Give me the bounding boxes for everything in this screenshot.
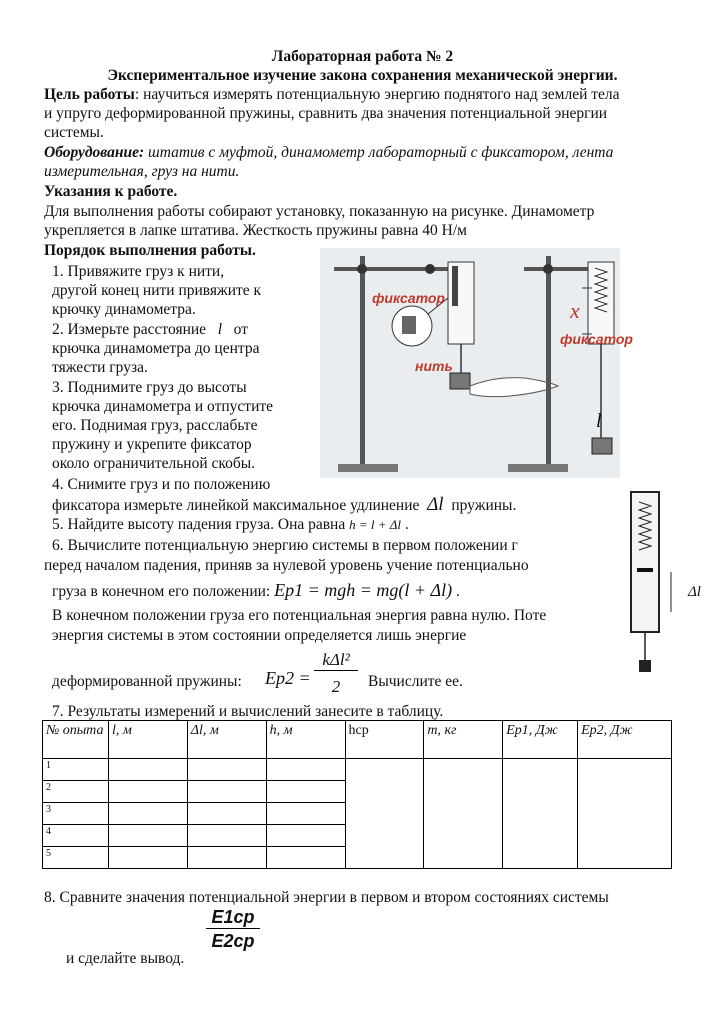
- equipment-line1: [44, 143, 613, 162]
- stand-base-1: [338, 464, 398, 472]
- para-line3b: Вычислите ее.: [368, 673, 463, 690]
- step6-line3: груза в конечном его положении: Ep1 = mgh = mg(l + Δl) .: [52, 580, 460, 600]
- side-dynamometer-body: [631, 492, 659, 632]
- dynamometer-1-spring: [452, 266, 458, 306]
- page-subtitle: Экспериментальное изучение закона сохранения механической энергии.: [107, 67, 618, 84]
- step4-line2: [52, 495, 516, 515]
- row-number: 1: [43, 759, 109, 781]
- header-hav: hср: [345, 721, 424, 759]
- row-number: 5: [43, 847, 109, 869]
- table-cell-merged[interactable]: [578, 759, 672, 869]
- weight-2: [592, 438, 612, 454]
- step3-line3: его. Поднимая груз, расслабьте: [52, 417, 258, 434]
- table-header-row: [43, 721, 672, 759]
- row-number: 2: [43, 781, 109, 803]
- instructions-heading: Указания к работе.: [44, 183, 178, 200]
- stand-rod-2: [546, 256, 551, 468]
- step6-line2: перед началом падения, приняв за нулевой уровень учение потенциально: [44, 557, 529, 574]
- equipment-line2: измерительная, груз на нити.: [44, 163, 240, 180]
- label-l: l: [596, 410, 602, 432]
- row-number: 4: [43, 825, 109, 847]
- step3-line4: пружину и укрепите фиксатор: [52, 436, 252, 453]
- table-cell[interactable]: [266, 825, 345, 847]
- para-line1: В конечном положении груза его потенциальная энергия равна нулю. Поте: [52, 607, 547, 624]
- side-fixator: [637, 568, 653, 572]
- step1-line1: 1. Привяжите груз к нити,: [52, 263, 225, 280]
- results-table: [42, 720, 672, 869]
- step3-line5: около ограничительной скобы.: [52, 455, 256, 472]
- para-line2: энергия системы в этом состоянии определяется лишь энергие: [52, 627, 467, 644]
- table-cell[interactable]: [187, 847, 266, 869]
- step2-line3: тяжести груза.: [52, 359, 148, 376]
- step2-text-a: 2. Измерьте расстояние: [52, 321, 207, 338]
- table-cell[interactable]: [187, 803, 266, 825]
- clamp-1: [357, 264, 367, 274]
- clamp-2: [543, 264, 553, 274]
- header-m: m, кг: [424, 721, 503, 759]
- step4-text2: пружины.: [451, 497, 517, 514]
- step6-text: груза в конечном его положении:: [52, 583, 271, 600]
- header-l: l, м: [108, 721, 187, 759]
- table-cell[interactable]: [266, 759, 345, 781]
- step6-formula: Ep1 = mgh = mg(l + Δl): [274, 580, 453, 600]
- step2-text-b: от: [233, 321, 248, 338]
- table-cell[interactable]: [266, 781, 345, 803]
- ep2-denominator: 2: [331, 677, 341, 696]
- ratio-denominator: E2ср: [211, 931, 255, 951]
- label-x: x: [570, 298, 580, 323]
- side-weight: [639, 660, 651, 672]
- header-number: № опыта: [43, 721, 109, 759]
- goal-line2: и упруго деформированной пружины, сравнить два значения потенциальной энергии: [44, 105, 608, 122]
- ep2-numerator: kΔl²: [314, 650, 358, 671]
- goal-text1: : научиться измерять потенциальную энергию поднятого над землей тела: [134, 86, 620, 103]
- side-dynamometer-figure: [625, 488, 685, 678]
- equipment-label: Оборудование:: [44, 144, 145, 161]
- table-row: [43, 759, 672, 781]
- step5-formula: h = l + Δl: [349, 517, 402, 532]
- header-ep1: Ep1, Дж: [503, 721, 578, 759]
- goal-line1: [44, 85, 620, 104]
- step8-line2: и сделайте вывод.: [66, 950, 185, 967]
- label-fixator-2: фиксатор: [560, 331, 633, 347]
- step4-symbol: Δl: [427, 494, 444, 515]
- step2-line1: [52, 320, 248, 339]
- step5-text: 5. Найдите высоту падения груза. Она равна: [52, 516, 346, 533]
- goal-label: Цель работы: [44, 86, 135, 103]
- table-cell-merged[interactable]: [424, 759, 503, 869]
- table-cell-merged[interactable]: [503, 759, 578, 869]
- stand-rod-1: [360, 256, 365, 468]
- label-fixator: фиксатор: [372, 290, 445, 306]
- header-ep2: Ep2, Дж: [578, 721, 672, 759]
- label-thread: нить: [415, 358, 453, 374]
- table-cell[interactable]: [187, 825, 266, 847]
- instructions-line1: Для выполнения работы собирают установку, показанную на рисунке. Динамометр: [44, 203, 595, 220]
- step7-line: 7. Результаты измерений и вычислений занесите в таблицу.: [52, 703, 444, 720]
- table-cell[interactable]: [108, 781, 187, 803]
- step1-line2: другой конец нити привяжите к: [52, 282, 262, 299]
- step4-line1: 4. Снимите груз и по положению: [52, 476, 271, 493]
- step2-var: l: [217, 321, 222, 338]
- table-cell[interactable]: [108, 759, 187, 781]
- instructions-line2: укрепляется в лапке штатива. Жесткость пружины равна 40 Н/м: [44, 222, 467, 239]
- equipment-text1: штатив с муфтой, динамометр лабораторный с фиксатором, лента: [148, 144, 614, 161]
- apparatus-figure: [320, 248, 620, 478]
- row-number: 3: [43, 803, 109, 825]
- inset-fixator: [402, 316, 416, 334]
- table-cell[interactable]: [266, 803, 345, 825]
- clamp-1b: [425, 264, 435, 274]
- step3-line1: 3. Поднимите груз до высоты: [52, 379, 247, 396]
- step4-text: фиксатора измерьте линейкой максимальное удлинение: [52, 497, 420, 514]
- goal-line3: системы.: [44, 124, 104, 141]
- header-dl: Δl, м: [187, 721, 266, 759]
- procedure-heading: Порядок выполнения работы.: [44, 242, 256, 259]
- table-cell[interactable]: [108, 803, 187, 825]
- table-cell-merged[interactable]: [345, 759, 424, 869]
- table-cell[interactable]: [266, 847, 345, 869]
- table-cell[interactable]: [108, 825, 187, 847]
- step3-line2: крючка динамометра и отпустите: [52, 398, 274, 415]
- ratio-numerator: E1ср: [206, 907, 260, 929]
- stand-base-2: [508, 464, 568, 472]
- ep2-lhs: Ep2 =: [265, 668, 311, 688]
- table-cell[interactable]: [187, 781, 266, 803]
- dynamometer-1: [448, 262, 474, 344]
- para-line3: деформированной пружины:: [52, 673, 242, 690]
- step6-line1: 6. Вычислите потенциальную энергию системы в первом положении г: [52, 537, 518, 554]
- table-cell[interactable]: [187, 759, 266, 781]
- step2-line2: крючка динамометра до центра: [52, 340, 260, 357]
- table-cell[interactable]: [108, 847, 187, 869]
- step8-line: 8. Сравните значения потенциальной энергии в первом и втором состояниях системы: [44, 889, 609, 906]
- label-dl: Δl: [688, 584, 701, 600]
- step5-line: 5. Найдите высоту падения груза. Она равна h = l + Δl .: [52, 516, 409, 533]
- step1-line3: крючку динамометра.: [52, 301, 196, 318]
- weight-1: [450, 373, 470, 389]
- header-h: h, м: [266, 721, 345, 759]
- stand-arm-1: [334, 267, 462, 271]
- page-title: Лабораторная работа № 2: [271, 48, 454, 65]
